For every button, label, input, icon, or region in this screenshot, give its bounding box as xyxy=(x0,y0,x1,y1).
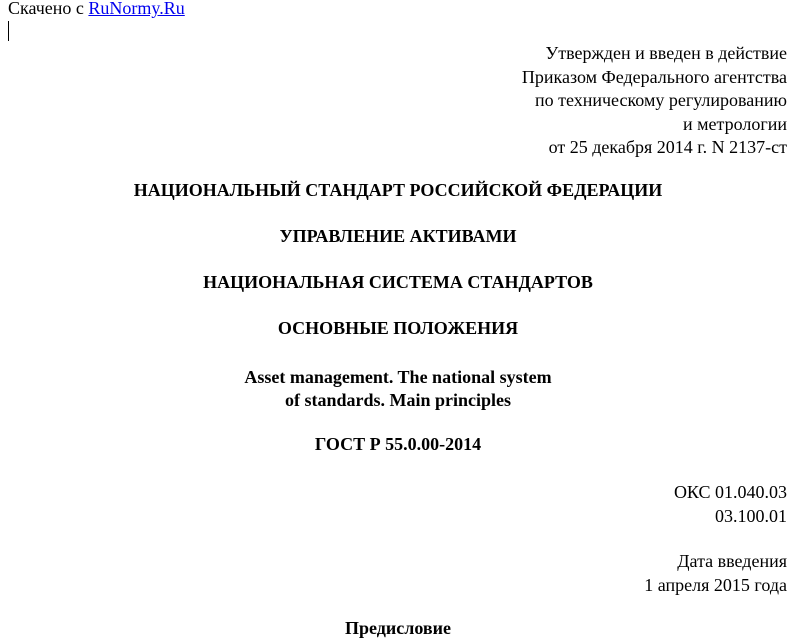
english-title xyxy=(0,366,790,412)
title-national-system: НАЦИОНАЛЬНАЯ СИСТЕМА СТАНДАРТОВ xyxy=(203,272,593,292)
source-link[interactable]: RuNormy.Ru xyxy=(88,0,185,18)
source-line xyxy=(8,0,185,19)
introduction-label: Дата введения xyxy=(677,551,787,571)
standard-header: НАЦИОНАЛЬНЫЙ СТАНДАРТ РОССИЙСКОЙ ФЕДЕРАЦИИ xyxy=(133,180,663,200)
title-main-principles: ОСНОВНЫЕ ПОЛОЖЕНИЯ xyxy=(277,318,519,338)
introduction-date: 1 апреля 2015 года xyxy=(644,574,787,595)
english-title-line-2: of standards. Main principles xyxy=(284,390,512,410)
section-foreword: Предисловие xyxy=(345,618,451,638)
approval-line-2: Приказом Федерального агентства xyxy=(521,66,787,87)
text-cursor xyxy=(8,21,9,41)
introduction-block xyxy=(644,550,787,597)
title-asset-management: УПРАВЛЕНИЕ АКТИВАМИ xyxy=(279,226,517,246)
source-prefix: Скачено с xyxy=(8,0,89,18)
approval-line-3: по техническому регулированию xyxy=(534,90,787,110)
approval-block xyxy=(522,42,787,160)
oks-code-1: ОКС 01.040.03 xyxy=(673,482,787,502)
standard-designation: ГОСТ Р 55.0.00-2014 xyxy=(314,434,482,454)
approval-line-5: от 25 декабря 2014 г. N 2137-ст xyxy=(548,137,787,157)
approval-line-4: и метрологии xyxy=(683,113,787,134)
oks-code-2: 03.100.01 xyxy=(715,505,787,526)
english-title-line-1: Asset management. The national system xyxy=(244,367,552,387)
classification-block xyxy=(674,481,787,528)
approval-line-1: Утвержден и введен в действие xyxy=(545,43,787,63)
